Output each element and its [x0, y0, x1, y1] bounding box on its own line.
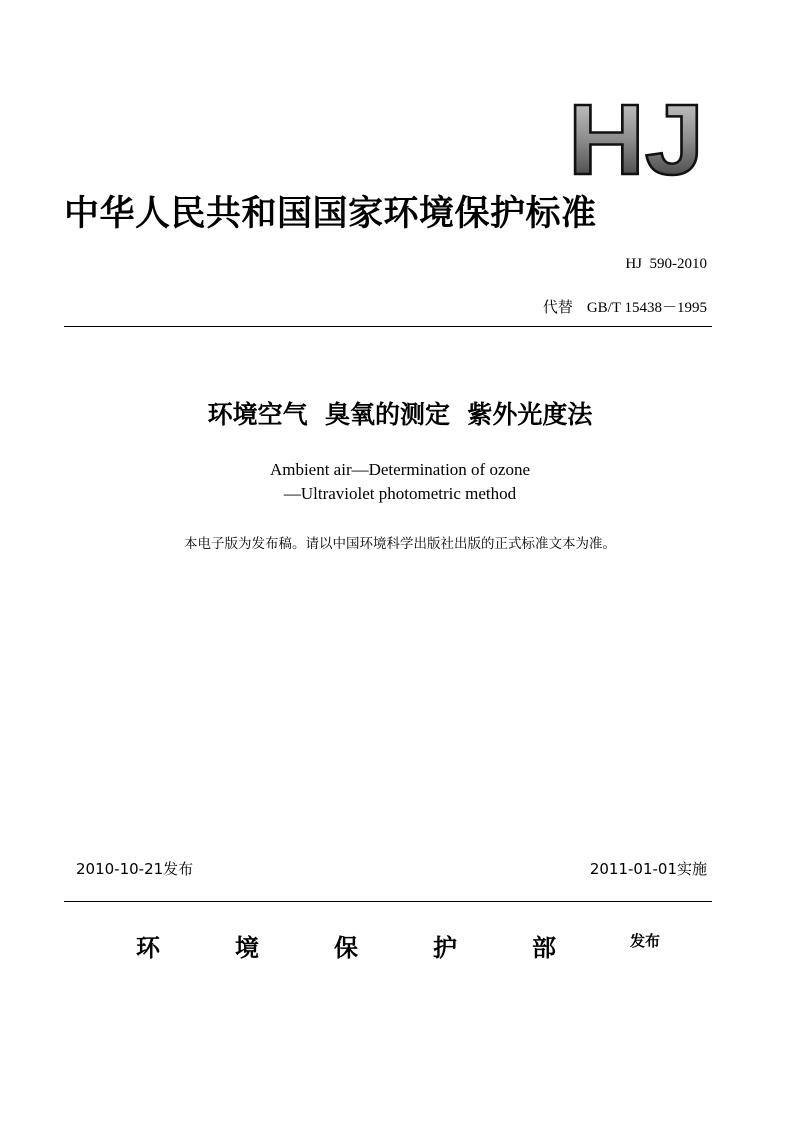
- issue-date: 2010-10-21发布: [76, 860, 194, 878]
- bottom-divider: [64, 901, 712, 902]
- hj-logo: [566, 96, 706, 180]
- top-divider: [64, 326, 712, 327]
- ministry-char: 境: [235, 933, 259, 962]
- replaces-label: 代替: [542, 300, 573, 316]
- standard-number: HJ 590-2010: [625, 256, 707, 272]
- replaces-number: GB/T 15438－1995: [586, 300, 707, 316]
- hj-logo-text: HJ: [568, 96, 704, 180]
- ministry-char: 部: [532, 933, 556, 962]
- ministry-char: 护: [433, 933, 457, 962]
- standard-title-english-line-1: Ambient air—Determination of ozone: [269, 460, 531, 479]
- publish-label: 发布: [630, 932, 661, 950]
- replaces-line: [543, 296, 707, 317]
- standard-title-chinese: 环境空气 臭氧的测定 紫外光度法: [207, 400, 593, 429]
- issuing-ministry: [136, 928, 556, 963]
- issuer-title: 中华人民共和国国家环境保护标准: [64, 194, 597, 234]
- ministry-char: 环: [136, 933, 160, 962]
- implementation-date: 2011-01-01实施: [589, 860, 707, 878]
- ministry-char: 保: [334, 933, 358, 962]
- standard-title-english-line-2: —Ultraviolet photometric method: [283, 484, 517, 503]
- electronic-version-note: 本电子版为发布稿。请以中国环境科学出版社出版的正式标准文本为准。: [184, 536, 616, 552]
